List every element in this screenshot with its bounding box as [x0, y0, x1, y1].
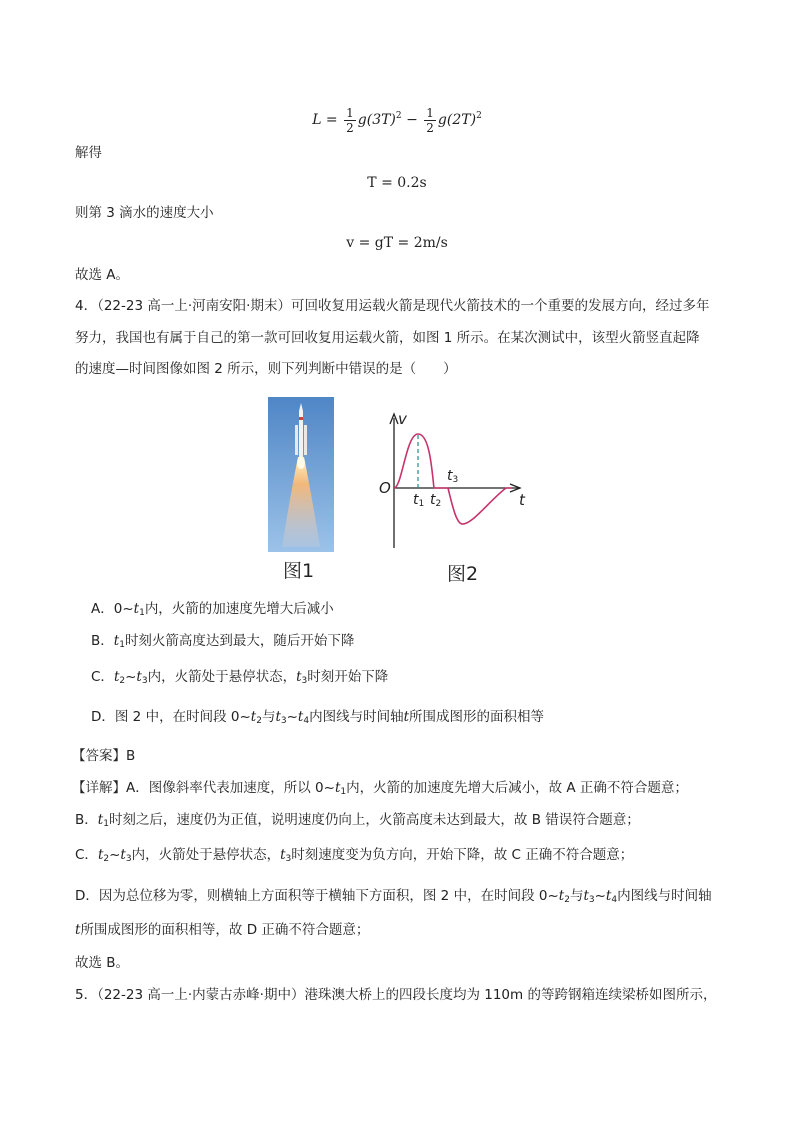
graph-label-v: v	[398, 410, 407, 428]
tilde: ~	[125, 669, 137, 685]
subscript: 2	[256, 716, 262, 726]
var-t: t	[275, 709, 281, 725]
frac-num: 1	[346, 105, 354, 120]
option-c	[91, 667, 388, 687]
explanation-d-line-1	[75, 886, 712, 906]
fraction-half-1	[344, 106, 356, 135]
engine-flame	[297, 457, 305, 469]
var-t: t	[605, 888, 612, 904]
question-4-line-2: 努力，我国也有属于自己的第一款可回收复用运载火箭，如图 1 所示。在某次测试中，该型火箭竖直起降	[75, 330, 700, 346]
var-t: t	[133, 601, 140, 617]
var-t: t	[296, 669, 302, 685]
graph-label-t3	[447, 468, 458, 484]
subscript: 3	[125, 854, 132, 864]
var-t: t	[280, 847, 286, 863]
fraction-half-2	[424, 106, 436, 135]
eq-exp-1: 2	[395, 111, 402, 121]
t1-symbol: t	[413, 492, 419, 508]
var-t: t	[250, 709, 257, 725]
frac-num: 1	[426, 105, 434, 120]
question-4-line-1: 4．（22-23 高一上·河南安阳·期末）可回收复用运载火箭是现代火箭技术的一个重要的发展方向，经过多年	[75, 298, 710, 314]
answer-label: 【答案】B	[72, 748, 136, 764]
conjunction: 与	[569, 888, 584, 904]
var-t: t	[297, 709, 304, 725]
option-c-text-end: 时刻开始下降	[307, 669, 389, 685]
conjunction: 与	[261, 709, 276, 725]
graph-label-origin: O	[379, 479, 391, 497]
option-d	[91, 707, 544, 727]
explanation-d-line-2	[75, 920, 369, 940]
eq-lhs: L =	[312, 112, 338, 128]
exp-b-text: 时刻之后，速度仍为正值，说明速度仍向上，火箭高度未达到最大，故 B 错误符合题意；	[108, 812, 640, 828]
subscript: 3	[285, 854, 292, 864]
var-t: t	[97, 812, 104, 828]
tilde: ~	[594, 888, 606, 904]
exp-d-text: 内图线与时间轴	[617, 888, 712, 904]
exp-c-prefix: C．	[75, 847, 98, 863]
graph-label-t2	[430, 492, 441, 508]
var-t: t	[583, 888, 589, 904]
t2-symbol: t	[430, 492, 436, 508]
option-c-prefix: C．	[91, 669, 114, 685]
explanation-b	[75, 810, 640, 830]
exp-c-text: 内，火箭处于悬停状态，	[131, 847, 281, 863]
eq-minus: −	[406, 112, 418, 128]
t3-subscript: 3	[452, 475, 459, 485]
option-b-prefix: B．	[91, 633, 114, 649]
var-t: t	[75, 922, 81, 938]
var-t: t	[334, 780, 341, 796]
subscript: 2	[119, 676, 126, 686]
exp-c-text-end: 时刻速度变为负方向，开始下降，故 C 正确不符合题意；	[291, 847, 634, 863]
previous-answer: 故选 A。	[75, 267, 130, 283]
equation-v: v = gT = 2m/s	[346, 235, 448, 251]
figure-2-caption: 图2	[447, 563, 479, 585]
subscript: 1	[119, 640, 125, 650]
graph-label-t1	[413, 492, 424, 508]
t2-subscript: 2	[435, 499, 442, 509]
eq-term-2: g(2T)	[437, 112, 477, 128]
subscript: 1	[139, 608, 145, 618]
option-a-text: 内，火箭的加速度先增大后减小	[144, 601, 334, 617]
var-t: t	[136, 669, 142, 685]
option-b	[91, 631, 354, 651]
subscript: 1	[103, 819, 109, 829]
var-t: t	[120, 847, 126, 863]
option-d-prefix: D．图 2 中，在时间段 0~	[91, 709, 251, 725]
explanation-a	[72, 778, 688, 798]
var-t: t	[97, 847, 104, 863]
option-a	[91, 599, 334, 619]
var-t: t	[403, 709, 410, 725]
equation-l	[0, 100, 794, 140]
explanation-c	[75, 845, 633, 865]
var-t: t	[113, 669, 120, 685]
subscript: 3	[588, 895, 595, 905]
tilde: ~	[286, 709, 298, 725]
frac-den: 2	[346, 120, 354, 135]
var-t: t	[558, 888, 565, 904]
speed-label: 则第 3 滴水的速度大小	[75, 205, 214, 221]
exp-b-prefix: B．	[75, 812, 98, 828]
tilde: ~	[109, 847, 121, 863]
subscript: 3	[280, 716, 287, 726]
exp-a-prefix: 【详解】A．图像斜率代表加速度，所以 0~	[72, 780, 335, 796]
question-4-line-3: 的速度—时间图像如图 2 所示，则下列判断中错误的是（ ）	[75, 361, 457, 377]
final-answer: 故选 B。	[75, 955, 130, 971]
subscript: 4	[303, 716, 310, 726]
equation-t: T = 0.2s	[367, 175, 427, 191]
subscript: 2	[103, 854, 110, 864]
subscript: 2	[564, 895, 570, 905]
rocket-photo	[268, 397, 334, 552]
solve-label: 解得	[75, 145, 102, 161]
option-d-text-end: 所围成图形的面积相等	[409, 709, 545, 725]
t3-symbol: t	[447, 468, 453, 484]
exp-d-prefix: D．因为总位移为零，则横轴上方面积等于横轴下方面积，图 2 中，在时间段 0~	[75, 888, 559, 904]
subscript: 3	[141, 676, 148, 686]
exp-d-text-end: 所围成图形的面积相等，故 D 正确不符合题意；	[80, 922, 370, 938]
figure-1-caption: 图1	[283, 560, 315, 582]
graph-label-t: t	[519, 491, 525, 509]
option-d-text: 内图线与时间轴	[309, 709, 404, 725]
option-a-prefix: A．0~	[91, 601, 134, 617]
subscript: 1	[340, 787, 347, 797]
var-t: t	[113, 633, 120, 649]
exp-a-text: 内，火箭的加速度先增大后减小，故 A 正确不符合题意；	[346, 780, 688, 796]
t1-subscript: 1	[418, 499, 425, 509]
eq-exp-2: 2	[476, 111, 482, 121]
eq-term-1: g(3T)	[357, 112, 396, 128]
option-b-text: 时刻火箭高度达到最大，随后开始下降	[124, 633, 355, 649]
question-5-line-1: 5．（22-23 高一上·内蒙古赤峰·期中）港珠澳大桥上的四段长度均为 110m 的等跨钢箱连续梁桥如图所示，	[75, 987, 717, 1003]
subscript: 4	[611, 895, 618, 905]
option-c-text: 内，火箭处于悬停状态，	[147, 669, 297, 685]
frac-den: 2	[426, 120, 434, 135]
subscript: 3	[301, 676, 308, 686]
